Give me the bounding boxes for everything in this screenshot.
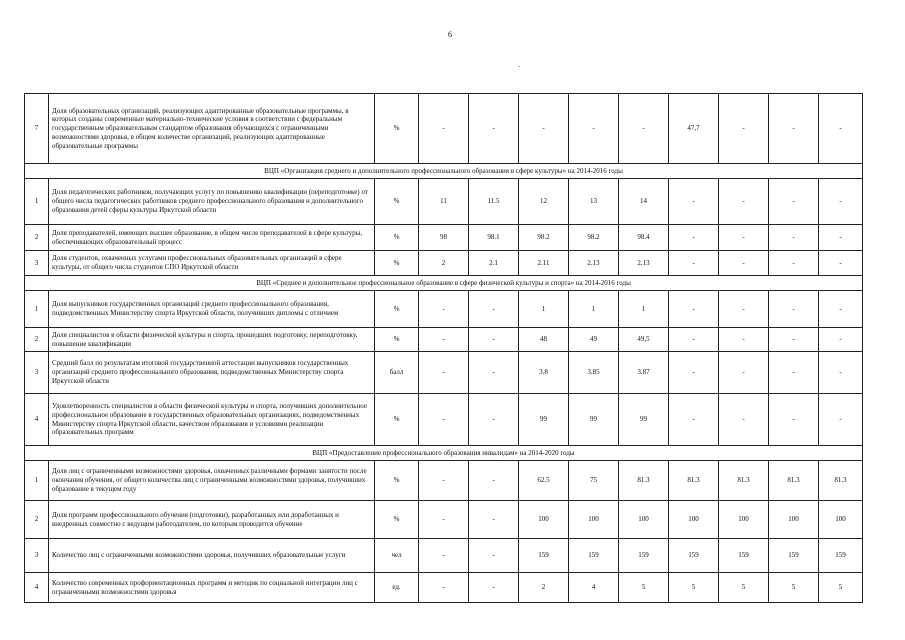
section-header-row — [25, 164, 863, 179]
unit-cell: балл — [375, 352, 419, 394]
value-cell: 99 — [569, 394, 619, 446]
value-cell: 159 — [569, 539, 619, 573]
value-cell: 48 — [519, 328, 569, 352]
value-cell: 159 — [669, 539, 719, 573]
page-number: 6 — [448, 30, 452, 39]
value-cell: - — [769, 328, 819, 352]
value-cell: 98.4 — [619, 225, 669, 251]
value-cell: 75 — [569, 461, 619, 501]
value-cell: 98.2 — [519, 225, 569, 251]
value-cell: - — [669, 225, 719, 251]
row-number: 4 — [25, 573, 49, 603]
section-title: ВЦП «Среднее и дополнительное профессиональное образование в сфере физической культуры и спорта» на 2014-2016 годы — [25, 276, 863, 291]
value-cell: - — [519, 94, 569, 164]
value-cell: - — [819, 251, 863, 276]
indicator-name: Доля программ профессионального обучения (подготовки), разработанных или доработанных и внедренных совместно с ведущим работодателем, по которым проводится обучение — [49, 501, 375, 539]
value-cell: 99 — [519, 394, 569, 446]
value-cell: 2 — [419, 251, 469, 276]
section-header-row — [25, 446, 863, 461]
value-cell: 100 — [719, 501, 769, 539]
value-cell: 2.11 — [519, 251, 569, 276]
table-row — [25, 225, 863, 251]
unit-cell: % — [375, 501, 419, 539]
value-cell: - — [819, 394, 863, 446]
row-number: 2 — [25, 225, 49, 251]
value-cell: 49 — [569, 328, 619, 352]
value-cell: - — [769, 394, 819, 446]
value-cell: - — [469, 573, 519, 603]
row-number: 7 — [25, 94, 49, 164]
unit-cell: % — [375, 251, 419, 276]
value-cell: 11 — [419, 179, 469, 225]
value-cell: - — [719, 251, 769, 276]
value-cell: 1 — [569, 291, 619, 328]
unit-cell: % — [375, 328, 419, 352]
value-cell: 81.3 — [669, 461, 719, 501]
value-cell: 81.3 — [719, 461, 769, 501]
value-cell: - — [469, 352, 519, 394]
value-cell: 100 — [819, 501, 863, 539]
table-row — [25, 352, 863, 394]
unit-cell: % — [375, 461, 419, 501]
unit-cell: ед. — [375, 573, 419, 603]
value-cell: 3.87 — [619, 352, 669, 394]
value-cell: 100 — [669, 501, 719, 539]
value-cell: - — [469, 539, 519, 573]
value-cell: 100 — [569, 501, 619, 539]
value-cell: - — [719, 94, 769, 164]
value-cell: - — [419, 501, 469, 539]
row-number: 2 — [25, 501, 49, 539]
table-row — [25, 394, 863, 446]
value-cell: - — [719, 291, 769, 328]
unit-cell: % — [375, 179, 419, 225]
value-cell: - — [619, 94, 669, 164]
value-cell: - — [719, 225, 769, 251]
row-number: 1 — [25, 291, 49, 328]
value-cell: 62.5 — [519, 461, 569, 501]
value-cell: 159 — [769, 539, 819, 573]
value-cell: - — [469, 461, 519, 501]
value-cell: - — [419, 539, 469, 573]
table-row — [25, 461, 863, 501]
value-cell: - — [669, 394, 719, 446]
value-cell: 47,7 — [669, 94, 719, 164]
value-cell: - — [819, 291, 863, 328]
row-number: 2 — [25, 328, 49, 352]
value-cell: - — [469, 501, 519, 539]
value-cell: - — [569, 94, 619, 164]
value-cell: 5 — [669, 573, 719, 603]
row-number: 3 — [25, 352, 49, 394]
value-cell: 1 — [619, 291, 669, 328]
indicator-name: Доля студентов, охваченных услугами профессиональных образовательных организаций в сфере культуры, от общего числа студентов СПО Иркутской области — [49, 251, 375, 276]
value-cell: - — [419, 461, 469, 501]
indicator-name: Доля образовательных организаций, реализующих адаптированные образовательные программы, в которых созданы современные материально-технические условия в соответствии с федеральным государственным образовательным стандартом образования обучающихся с ограниченными возможностями здоровья, в общем количестве организаций, реализующих адаптированные образовательные программы — [49, 94, 375, 164]
value-cell: 2 — [519, 573, 569, 603]
corner-mark: - — [518, 62, 521, 70]
table-row — [25, 94, 863, 164]
unit-cell: % — [375, 394, 419, 446]
value-cell: 81.3 — [619, 461, 669, 501]
indicator-name: Доля педагогических работников, получающих услугу по повышению квалификации (переподготовке) от общего числа педагогических работников среднего профессионального образования и дополнительного образования детей сферы культуры Иркутской области — [49, 179, 375, 225]
value-cell: - — [769, 179, 819, 225]
value-cell: - — [819, 179, 863, 225]
value-cell: - — [469, 328, 519, 352]
value-cell: 3.85 — [569, 352, 619, 394]
section-header-row — [25, 276, 863, 291]
value-cell: 159 — [819, 539, 863, 573]
value-cell: - — [819, 328, 863, 352]
section-title: ВЦП «Предоставление профессионального образования инвалидам» на 2014-2020 годы — [25, 446, 863, 461]
value-cell: - — [669, 291, 719, 328]
value-cell: 13 — [569, 179, 619, 225]
value-cell: 5 — [769, 573, 819, 603]
value-cell: - — [819, 225, 863, 251]
value-cell: - — [769, 94, 819, 164]
value-cell: - — [669, 328, 719, 352]
unit-cell: % — [375, 225, 419, 251]
value-cell: 3.8 — [519, 352, 569, 394]
value-cell: 2.13 — [569, 251, 619, 276]
value-cell: 5 — [819, 573, 863, 603]
indicator-name: Удовлетворенность специалистов в области физической культуры и спорта, получивших дополнительное профессиональное образование в государственных образовательных организациях, подведомственных Министерству спорта Иркутской области, качеством образования и условиями реализации образовательных программ — [49, 394, 375, 446]
value-cell: - — [419, 291, 469, 328]
table-row — [25, 179, 863, 225]
value-cell: 159 — [519, 539, 569, 573]
value-cell: 98.2 — [569, 225, 619, 251]
value-cell: - — [719, 328, 769, 352]
table-row — [25, 291, 863, 328]
value-cell: - — [819, 94, 863, 164]
value-cell: - — [419, 94, 469, 164]
value-cell: - — [419, 394, 469, 446]
value-cell: 98 — [419, 225, 469, 251]
table-row — [25, 573, 863, 603]
section-title: ВЦП «Организация среднего и дополнительного профессионального образования в сфере культуры» на 2014-2016 годы — [25, 164, 863, 179]
value-cell: - — [719, 179, 769, 225]
value-cell: 12 — [519, 179, 569, 225]
value-cell: 2.13 — [619, 251, 669, 276]
value-cell: - — [669, 352, 719, 394]
value-cell: - — [819, 352, 863, 394]
value-cell: 81.3 — [769, 461, 819, 501]
value-cell: 100 — [619, 501, 669, 539]
table-row — [25, 328, 863, 352]
indicator-name: Доля специалистов в области физической культуры и спорта, прошедших подготовку, переподготовку, повышение квалификации — [49, 328, 375, 352]
value-cell: - — [469, 291, 519, 328]
value-cell: - — [469, 394, 519, 446]
row-number: 3 — [25, 251, 49, 276]
value-cell: 5 — [619, 573, 669, 603]
value-cell: - — [769, 225, 819, 251]
value-cell: - — [419, 573, 469, 603]
unit-cell: чел — [375, 539, 419, 573]
indicator-name: Доля лиц с ограниченными возможностями здоровья, охваченных различными формами занятости после окончания обучения, от общего количества лиц с ограниченными возможностями здоровья, получивших образование в текущем году — [49, 461, 375, 501]
value-cell: - — [669, 179, 719, 225]
value-cell: - — [719, 394, 769, 446]
value-cell: 100 — [519, 501, 569, 539]
value-cell: - — [669, 251, 719, 276]
row-number: 4 — [25, 394, 49, 446]
value-cell: - — [769, 291, 819, 328]
value-cell: - — [419, 352, 469, 394]
value-cell: 159 — [719, 539, 769, 573]
value-cell: - — [719, 352, 769, 394]
value-cell: 2.1 — [469, 251, 519, 276]
table-row — [25, 539, 863, 573]
value-cell: 99 — [619, 394, 669, 446]
value-cell: 100 — [769, 501, 819, 539]
value-cell: 81.3 — [819, 461, 863, 501]
value-cell: 159 — [619, 539, 669, 573]
indicator-name: Средний балл по результатам итоговой государственной аттестации выпускников государственных организаций среднего профессионального образования, подведомственных Министерству спорта Иркутской области — [49, 352, 375, 394]
row-number: 3 — [25, 539, 49, 573]
value-cell: 11.5 — [469, 179, 519, 225]
row-number: 1 — [25, 179, 49, 225]
indicator-name: Количество современных профориентационных программ и методик по социальной интеграции лиц с ограниченными возможностями здоровья — [49, 573, 375, 603]
table-row — [25, 501, 863, 539]
value-cell: - — [419, 328, 469, 352]
row-number: 1 — [25, 461, 49, 501]
unit-cell: % — [375, 291, 419, 328]
indicator-name: Доля преподавателей, имеющих высшее образование, в общем числе преподавателей в сфере культуры, обеспечивающих образовательный процесс — [49, 225, 375, 251]
indicator-name: Доля выпускников государственных организаций среднего профессионального образования, подведомственных Министерству спорта Иркутской области, получивших дипломы с отличием — [49, 291, 375, 328]
value-cell: 14 — [619, 179, 669, 225]
indicators-table — [24, 93, 863, 603]
unit-cell: % — [375, 94, 419, 164]
value-cell: - — [769, 352, 819, 394]
table-row — [25, 251, 863, 276]
value-cell: - — [469, 94, 519, 164]
value-cell: 4 — [569, 573, 619, 603]
value-cell: 1 — [519, 291, 569, 328]
value-cell: - — [769, 251, 819, 276]
value-cell: 49,5 — [619, 328, 669, 352]
value-cell: 5 — [719, 573, 769, 603]
indicator-name: Количество лиц с ограниченными возможностями здоровья, получивших образовательные услуги — [49, 539, 375, 573]
value-cell: 98.1 — [469, 225, 519, 251]
